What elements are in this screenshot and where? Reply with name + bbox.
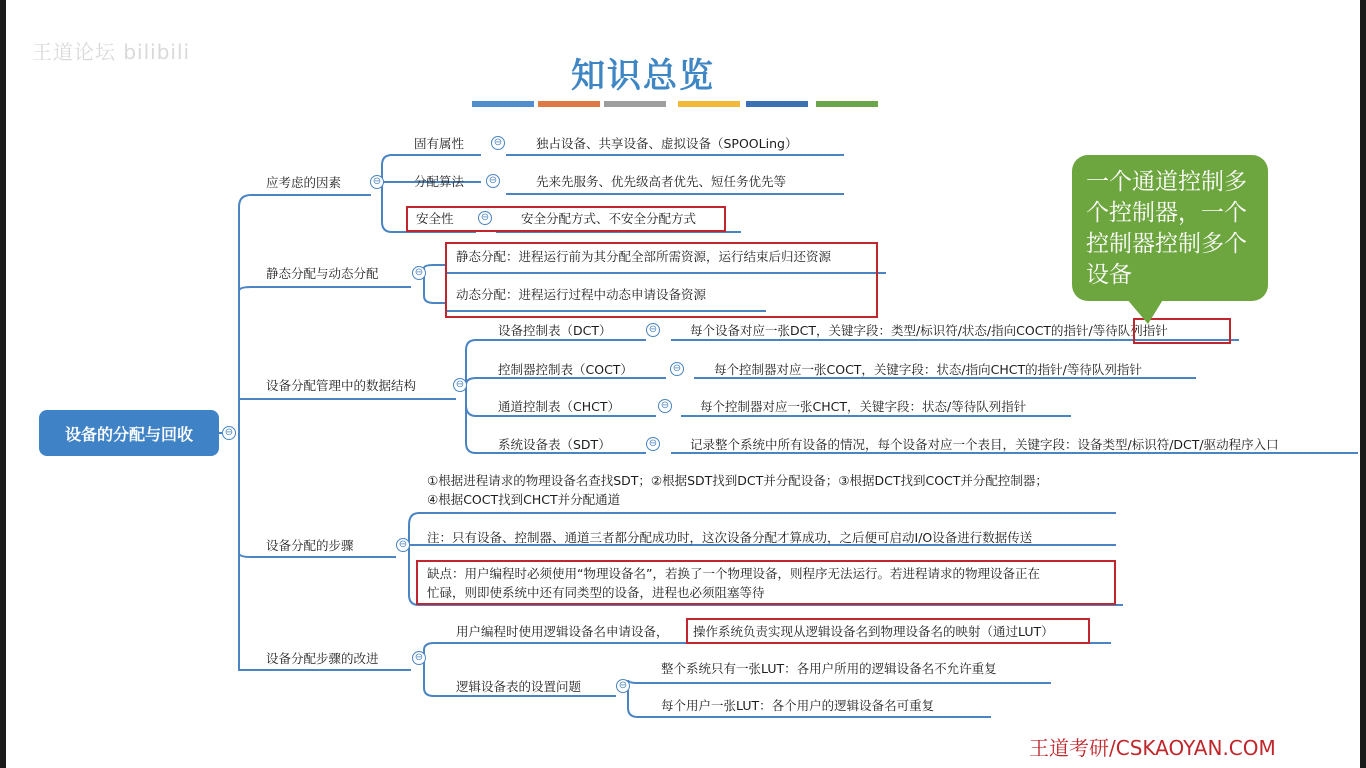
slide — [6, 0, 1360, 768]
node-steps-drawback-2: 忙碌，则即使系统中还有同类型的设备，进程也必须阻塞等待 — [427, 585, 765, 600]
node-steps-drawback-1: 缺点：用户编程时必须使用“物理设备名”，若换了一个物理设备，则程序无法运行。若进程请求的物理设备正在 — [427, 566, 1040, 581]
watermark: 王道论坛 bilibili — [32, 40, 191, 64]
node-lut-setup[interactable]: 逻辑设备表的设置问题 — [456, 679, 582, 694]
node-dct-detail: 每个设备对应一张DCT，关键字段：类型/标识符/状态/指向COCT的指针/等待队列指针 — [690, 323, 1168, 338]
node-security[interactable]: 安全性 — [416, 211, 454, 226]
node-algorithm[interactable]: 分配算法 — [414, 174, 465, 189]
node-steps-1: ①根据进程请求的物理设备名查找SDT；②根据SDT找到DCT并分配设备；③根据DCT找到COCT并分配控制器； — [427, 473, 1048, 488]
collapse-icon[interactable]: ⊖ — [491, 136, 505, 150]
node-algorithm-detail: 先来先服务、优先级高者优先、短任务优先等 — [536, 174, 787, 189]
node-chct[interactable]: 通道控制表（CHCT） — [498, 399, 620, 414]
node-mapping: 操作系统负责实现从逻辑设备名到物理设备名的映射（通过LUT） — [693, 624, 1054, 639]
root-node[interactable]: 设备的分配与回收 — [39, 410, 219, 456]
node-dct[interactable]: 设备控制表（DCT） — [498, 323, 612, 338]
mindmap-connectors — [6, 0, 1360, 768]
node-steps-2: ④根据COCT找到CHCT并分配通道 — [427, 492, 621, 507]
node-coct-detail: 每个控制器对应一张COCT，关键字段：状态/指向CHCT的指针/等待队列指针 — [714, 362, 1142, 377]
page-title: 知识总览 — [571, 56, 715, 96]
collapse-icon[interactable]: ⊖ — [616, 679, 630, 693]
node-security-detail: 安全分配方式、不安全分配方式 — [521, 211, 697, 226]
node-intrinsic-detail: 独占设备、共享设备、虚拟设备（SPOOLing） — [536, 136, 798, 151]
branch-data-structures[interactable]: 设备分配管理中的数据结构 — [266, 378, 417, 393]
callout-bubble: 一个通道控制多个控制器，一个控制器控制多个设备 — [1072, 155, 1268, 301]
node-coct[interactable]: 控制器控制表（COCT） — [498, 362, 633, 377]
branch-improve[interactable]: 设备分配步骤的改进 — [266, 651, 379, 666]
node-lut-one: 整个系统只有一张LUT：各用户所用的逻辑设备名不允许重复 — [661, 661, 997, 676]
callout-tail — [1126, 298, 1164, 324]
collapse-icon[interactable]: ⊖ — [412, 266, 426, 280]
node-sdt-detail: 记录整个系统中所有设备的情况，每个设备对应一个表目，关键字段：设备类型/标识符/DCT/驱动程序入口 — [690, 437, 1279, 452]
collapse-icon[interactable]: ⊖ — [646, 323, 660, 337]
collapse-icon[interactable]: ⊖ — [412, 651, 426, 665]
collapse-icon[interactable]: ⊖ — [670, 362, 684, 376]
node-static: 静态分配：进程运行前为其分配全部所需资源，运行结束后归还资源 — [456, 249, 832, 264]
collapse-icon[interactable]: ⊖ — [396, 538, 410, 552]
collapse-icon[interactable]: ⊖ — [486, 174, 500, 188]
node-steps-note: 注：只有设备、控制器、通道三者都分配成功时，这次设备分配才算成功，之后便可启动I/O设备进行数据传送 — [427, 530, 1033, 545]
branch-steps[interactable]: 设备分配的步骤 — [266, 538, 354, 553]
branch-factors[interactable]: 应考虑的因素 — [266, 175, 342, 190]
collapse-icon[interactable]: ⊖ — [478, 211, 492, 225]
node-chct-detail: 每个控制器对应一张CHCT，关键字段：状态/等待队列指针 — [700, 399, 1027, 414]
node-intrinsic[interactable]: 固有属性 — [414, 136, 465, 151]
node-logical-name: 用户编程时使用逻辑设备名申请设备， — [456, 624, 669, 639]
node-lut-each: 每个用户一张LUT：各个用户的逻辑设备名可重复 — [661, 698, 935, 713]
collapse-icon[interactable]: ⊖ — [658, 399, 672, 413]
footer-brand: 王道考研/CSKAOYAN.COM — [1029, 736, 1276, 760]
collapse-icon[interactable]: ⊖ — [453, 378, 467, 392]
branch-static-dynamic[interactable]: 静态分配与动态分配 — [266, 266, 379, 281]
collapse-icon[interactable]: ⊖ — [646, 437, 660, 451]
collapse-icon[interactable]: ⊖ — [370, 175, 384, 189]
node-sdt[interactable]: 系统设备表（SDT） — [498, 437, 611, 452]
node-dynamic: 动态分配：进程运行过程中动态申请设备资源 — [456, 287, 707, 302]
collapse-icon[interactable]: ⊖ — [222, 426, 236, 440]
